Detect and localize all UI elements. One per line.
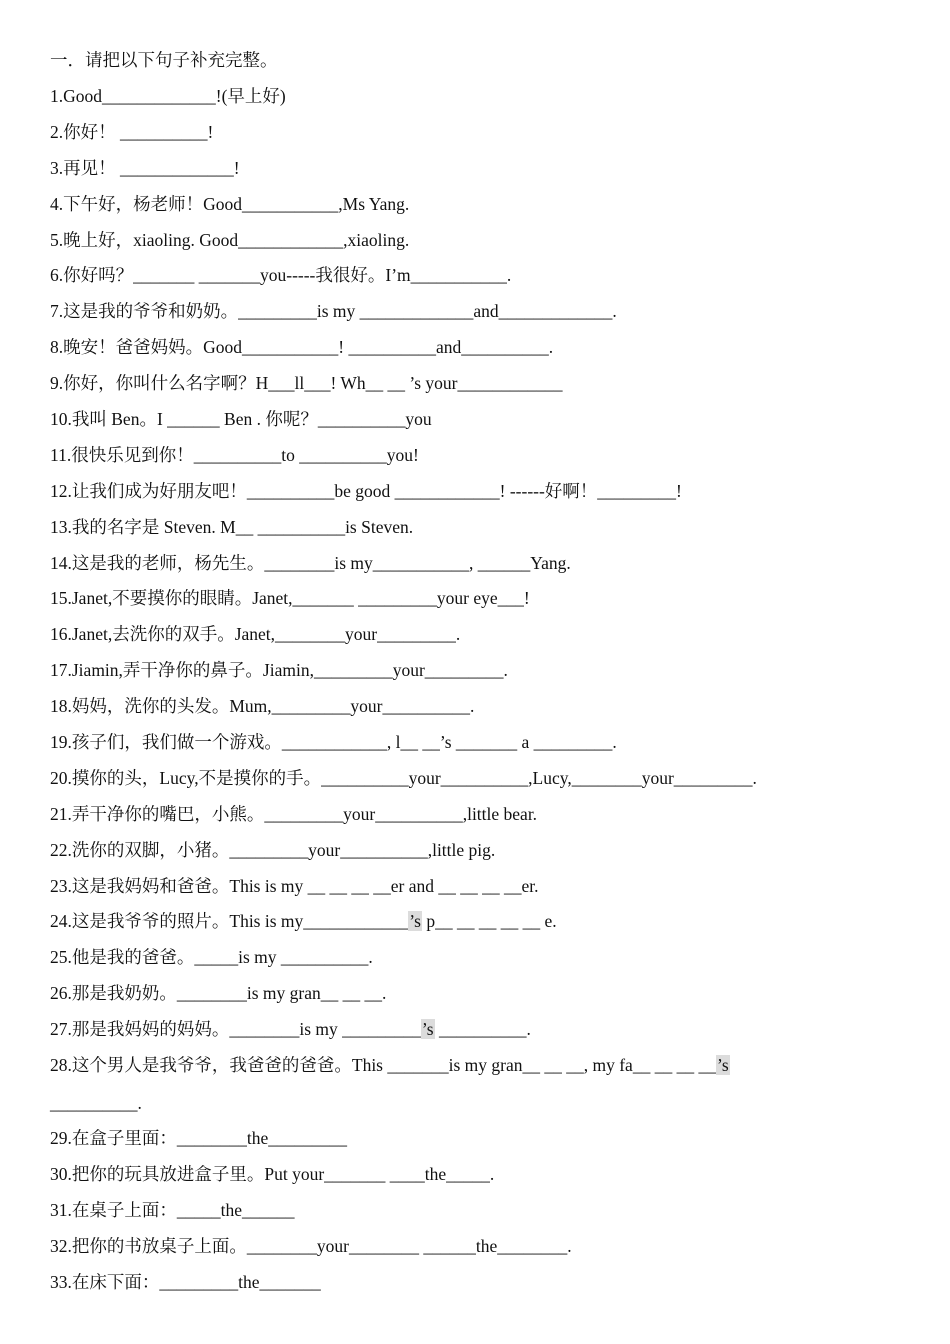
exercise-line: 29.在盒子里面：________the_________ <box>50 1128 348 1149</box>
exercise-line: 17.Jiamin,弄干净你的鼻子。Jiamin,_________your_________. <box>50 660 508 681</box>
exercise-line: 3.再见！ _____________! <box>50 157 240 178</box>
exercise-line: 19.孩子们，我们做一个游戏。____________, l__ __’s _______ a _________. <box>50 732 617 753</box>
exercise-line: 6.你好吗？_______ _______you-----我很好。I’m___________. <box>50 265 512 286</box>
exercise-line: 10.我叫 Ben。I ______ Ben . 你呢？__________you <box>50 409 432 430</box>
exercise-line <box>50 1051 910 1089</box>
exercise-line: 9.你好，你叫什么名字啊？H___ll___! Wh__ __ ’s your____________ <box>50 373 563 394</box>
exercise-line: 1.Good_____________!(早上好) <box>50 86 286 106</box>
exercise-line: 23.这是我妈妈和爸爸。This is my __ __ __ __er and __ __ __ __er. <box>50 875 539 896</box>
line-text: __________. <box>434 1019 531 1040</box>
exercise-line: 2.你好！ __________! <box>50 121 214 142</box>
exercise-line: 12.让我们成为好朋友吧！__________be good ____________! ------好啊！_________! <box>50 480 682 501</box>
exercise-line: 26.那是我奶奶。________is my gran__ __ __. <box>50 983 387 1004</box>
exercise-line: 4.下午好，杨老师！Good___________,Ms Yang. <box>50 193 410 214</box>
exercise-line <box>50 907 910 943</box>
exercise-line: 11.很快乐见到你！__________to __________you! <box>50 444 419 465</box>
exercise-line: 18.妈妈，洗你的头发。Mum,_________your__________. <box>50 696 475 717</box>
exercise-line: 7.这是我的爷爷和奶奶。_________is my _____________and_____________. <box>50 301 617 322</box>
exercise-line: 5.晚上好，xiaoling. Good____________,xiaoling. <box>50 229 410 250</box>
exercise-line: 33.在床下面：_________the_______ <box>50 1271 321 1292</box>
exercise-line: 14.这是我的老师，杨先生。________is my___________, ______Yang. <box>50 552 571 573</box>
exercise-line <box>50 1015 910 1051</box>
highlighted-possessive: ’s <box>716 1055 729 1076</box>
highlighted-possessive: ’s <box>421 1019 434 1040</box>
exercise-line: 25.他是我的爸爸。_____is my __________. <box>50 947 373 968</box>
exercise-line: 20.摸你的头，Lucy,不是摸你的手。__________your__________,Lucy,________your_________. <box>50 767 757 788</box>
highlighted-possessive: ’s <box>409 911 421 932</box>
worksheet <box>50 46 910 1304</box>
line-text: 28.这个男人是我爷爷，我爸爸的爸爸。This _______is my gran__ __ __, my fa__ __ __ __ <box>50 1055 716 1076</box>
exercise-line-continued: __________. <box>50 1093 142 1114</box>
section-heading: 一．请把以下句子补充完整。 <box>50 50 278 70</box>
exercise-line: 31.在桌子上面：_____the______ <box>50 1199 295 1220</box>
exercise-line: 13.我的名字是 Steven. M__ __________is Steven. <box>50 516 414 537</box>
exercise-line: 30.把你的玩具放进盒子里。Put your_______ ____the_____. <box>50 1163 495 1184</box>
exercise-line: 16.Janet,去洗你的双手。Janet,________your_________. <box>50 624 461 645</box>
exercise-line: 21.弄干净你的嘴巴，小熊。_________your__________,little bear. <box>50 803 538 824</box>
exercise-line: 22.洗你的双脚，小猪。_________your__________,little pig. <box>50 839 496 860</box>
exercise-line: 8.晚安！爸爸妈妈。Good___________! __________and__________. <box>50 337 554 358</box>
line-text: 24.这是我爷爷的照片。This is my____________ <box>50 911 409 932</box>
line-text: p__ __ __ __ __ e. <box>421 911 557 932</box>
exercise-line: 15.Janet,不要摸你的眼睛。Janet,_______ _________your eye___! <box>50 588 530 609</box>
exercise-line: 32.把你的书放桌子上面。________your________ ______the________. <box>50 1235 572 1256</box>
line-text: 27.那是我妈妈的妈妈。________is my _________ <box>50 1019 421 1040</box>
